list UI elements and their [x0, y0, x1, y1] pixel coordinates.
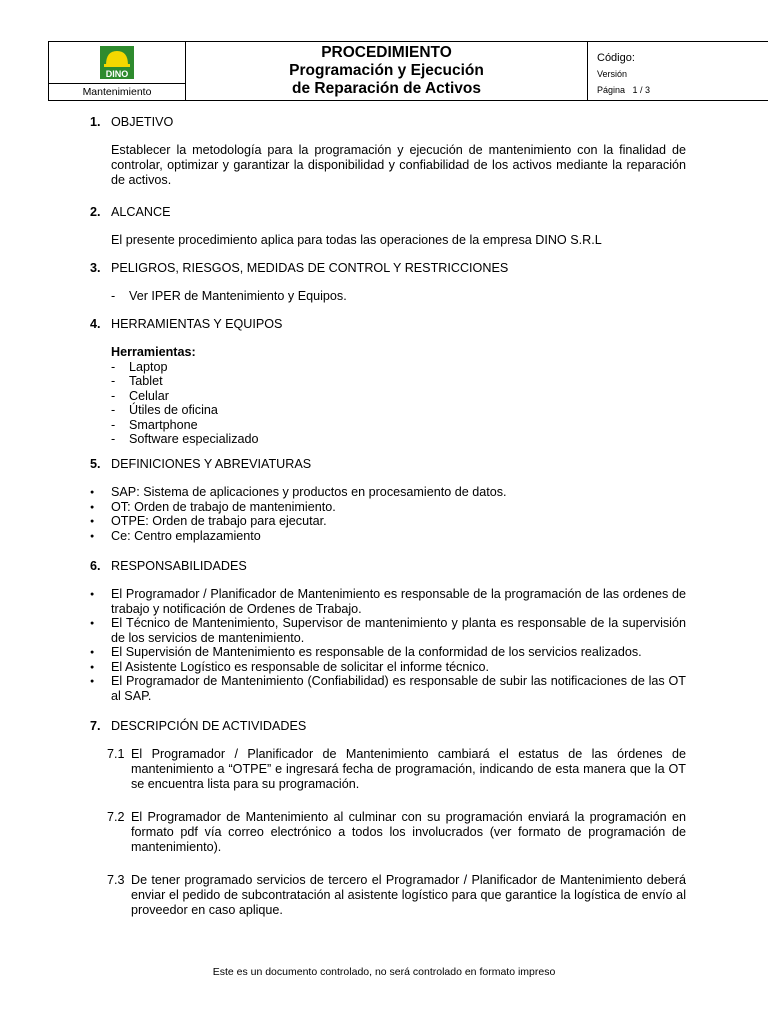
document-body: [90, 115, 686, 918]
page-value: 1 / 3: [632, 85, 651, 95]
list-item: ● El Técnico de Mantenimiento, Supervisor de mantenimiento y planta es responsable de la supervisión de los servicios de mantenimiento.: [90, 616, 686, 645]
activity-item: 7.3 De tener programado servicios de tercero el Programador / Planificador de Mantenimiento deberá enviar el pedido de subcontratación al asistente logístico para que garantice la logística de envío al proveedor en caso aplique.: [107, 873, 686, 917]
code-label: Código:: [597, 52, 635, 64]
list-item: - Software especializado: [111, 432, 686, 447]
list-item: - Tablet: [111, 374, 686, 389]
footer-note: Este es un documento controlado, no será controlado en formato impreso: [212, 966, 556, 978]
section-text: El presente procedimiento aplica para todas las operaciones de la empresa DINO S.R.L: [111, 233, 602, 247]
list-item: - Smartphone: [111, 418, 686, 433]
department-label: Mantenimiento: [82, 86, 152, 98]
logo-text: DINO: [105, 69, 129, 79]
title-line-2: de Reparación de Activos: [292, 80, 481, 97]
page-info: [597, 82, 768, 98]
list-item: ● El Programador de Mantenimiento (Confiabilidad) es responsable de subir las notificaciones de las OT al SAP.: [90, 674, 686, 703]
doc-type: PROCEDIMIENTO: [321, 44, 452, 61]
document-header: [48, 41, 768, 101]
header-title-block: [186, 42, 588, 100]
list-item: ● SAP: Sistema de aplicaciones y productos en procesamiento de datos.: [90, 485, 686, 500]
list-item: ● El Supervisión de Mantenimiento es responsable de la conformidad de los servicios realizados.: [90, 645, 686, 660]
header-meta: [588, 42, 768, 100]
tools-block: [111, 345, 686, 447]
section-heading: 4. HERRAMIENTAS Y EQUIPOS: [90, 317, 283, 331]
list-item: ● OT: Orden de trabajo de mantenimiento.: [90, 500, 686, 515]
list-item: ● El Asistente Logístico es responsable de solicitar el informe técnico.: [90, 660, 686, 675]
list-item: - Celular: [111, 389, 686, 404]
activities-block: [107, 747, 686, 918]
tools-subtitle: Herramientas:: [111, 345, 196, 359]
section-heading: 7. DESCRIPCIÓN DE ACTIVIDADES: [90, 719, 307, 733]
list-item: - Ver IPER de Mantenimiento y Equipos.: [90, 289, 686, 304]
dino-logo: [100, 46, 134, 79]
page-label: Página: [597, 85, 626, 95]
list-item: - Laptop: [111, 360, 686, 375]
section-heading: 2. ALCANCE: [90, 205, 171, 219]
section-herramientas: [90, 317, 686, 457]
bullet-list: [90, 587, 686, 703]
section-heading: 3. PELIGROS, RIESGOS, MEDIDAS DE CONTROL Y RESTRICCIONES: [90, 261, 509, 275]
title-line-1: Programación y Ejecución: [289, 62, 484, 79]
list-item: ● Ce: Centro emplazamiento: [90, 529, 686, 544]
bullet-list: [90, 485, 686, 543]
section-peligros: [90, 261, 686, 317]
section-heading: 1. OBJETIVO: [90, 115, 174, 129]
section-heading: 6. RESPONSABILIDADES: [90, 559, 247, 573]
list-item: ● OTPE: Orden de trabajo para ejecutar.: [90, 514, 686, 529]
activity-item: 7.2 El Programador de Mantenimiento al culminar con su programación enviará la programación en formato pdf vía correo electrónico a todos los involucrados (ver formato de programación de mantenimiento).: [107, 810, 686, 854]
section-text: Establecer la metodología para la programación y ejecución de mantenimiento con la finalidad de controlar, optimizar y garantizar la disponibilidad y confiabilidad de los activos mediante la reparación de activos.: [111, 143, 686, 187]
list-item: - Útiles de oficina: [111, 403, 686, 418]
list-item: ● El Programador / Planificador de Mantenimiento es responsable de la programación de las ordenes de trabajo y notificación de Ordenes de Trabajo.: [90, 587, 686, 616]
section-alcance: [90, 205, 686, 261]
section-heading: 5. DEFINICIONES Y ABREVIATURAS: [90, 457, 312, 471]
version-label: Versión: [597, 69, 628, 79]
activity-item: 7.1 El Programador / Planificador de Mantenimiento cambiará el estatus de las órdenes de mantenimiento a “OTPE” e ingresará fecha de programación, indicando de esta manera que la OT se encuentra lista para su programación.: [107, 747, 686, 791]
tools-list: [111, 360, 686, 447]
section-actividades: [90, 719, 686, 918]
header-left: [49, 42, 186, 100]
section-definiciones: [90, 457, 686, 559]
dash-list: [90, 289, 686, 304]
section-responsabilidades: [90, 559, 686, 719]
logo-cell: [49, 42, 185, 84]
section-objetivo: [90, 115, 686, 205]
